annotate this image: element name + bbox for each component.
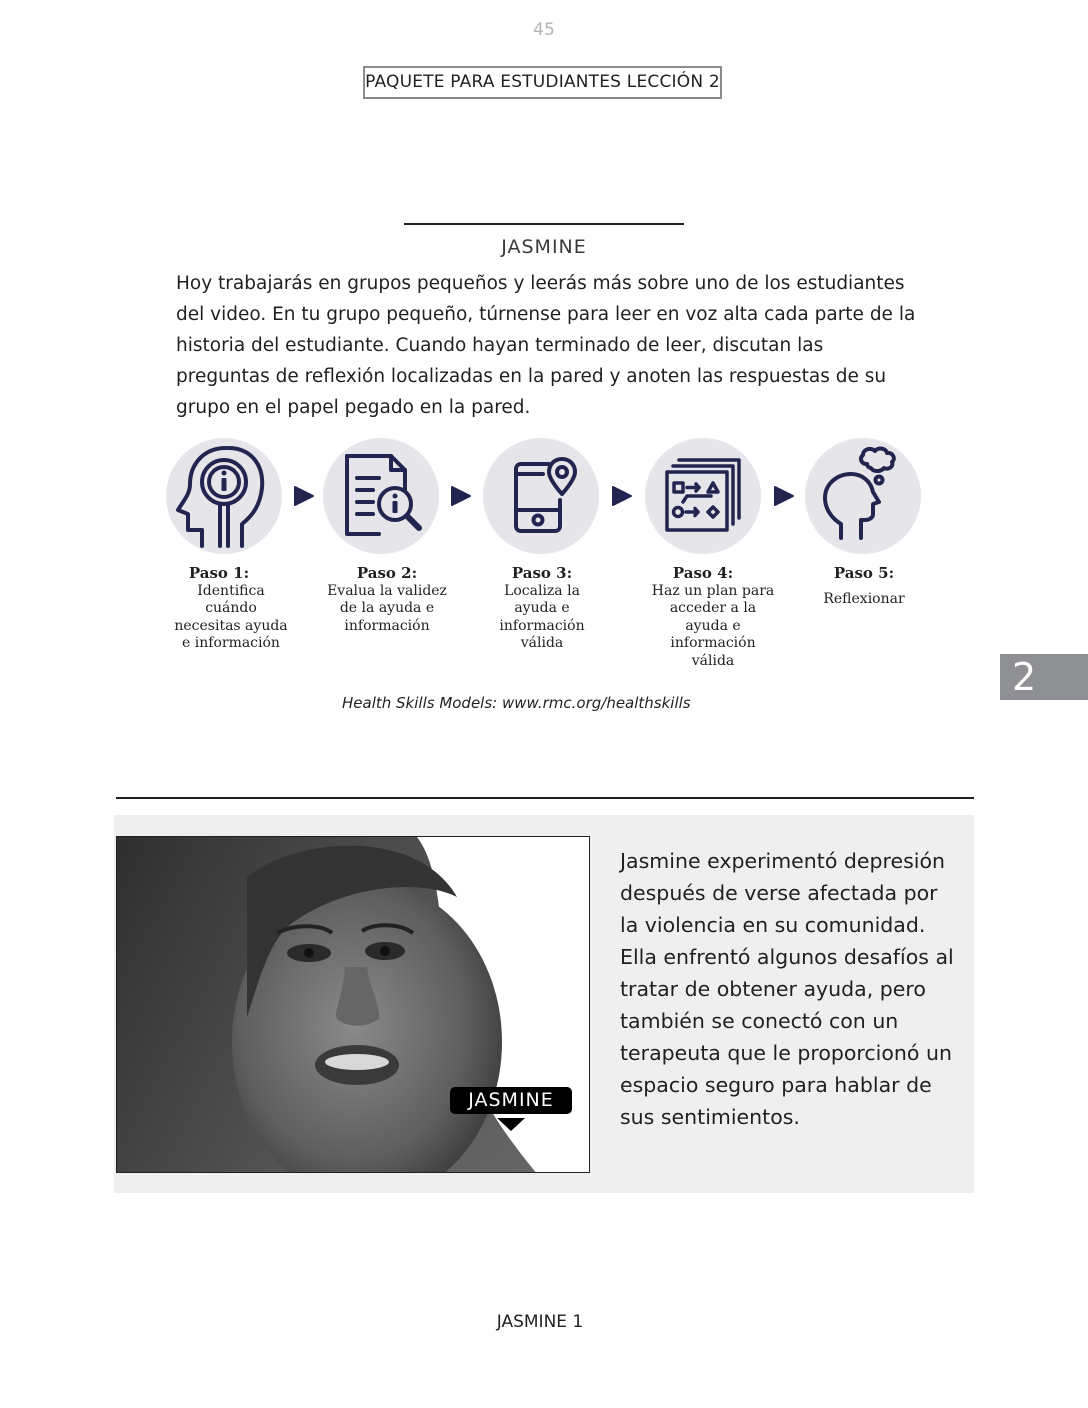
student-bio: Jasmine experimentó depresión después de verse afectada por la violencia en su comunidad. Ella enfrentó algunos desafíos al tratar de obtener ayuda, pero también se conectó con un terapeuta que le proporcionó un espacio seguro para hablar de sus sentimientos. [620, 849, 954, 1129]
title-rule [404, 223, 684, 225]
step-5-text: Reflexionar [823, 590, 905, 607]
document-magnifier-icon [323, 438, 439, 554]
step-5-circle [805, 438, 921, 554]
step-4-text: Haz un plan para acceder a la ayuda e información válida [651, 582, 775, 669]
step-2-text: Evalua la validez de la ayuda e información [327, 582, 447, 634]
arrow-right-icon [450, 485, 472, 507]
section-tab: 2 [1000, 654, 1088, 700]
arrow-right-icon [611, 485, 633, 507]
step-1-text: Identifica cuándo necesitas ayuda e información [174, 582, 288, 651]
step-3-circle [483, 438, 599, 554]
phone-location-pin-icon [483, 438, 599, 554]
step-5-title: Paso 5: [833, 564, 895, 582]
lesson-header: PAQUETE PARA ESTUDIANTES LECCIÓN 2 [363, 66, 722, 99]
step-2-label [317, 565, 457, 635]
head-thought-cloud-icon [805, 438, 921, 554]
step-1-label [149, 565, 289, 653]
step-4-label [633, 565, 773, 670]
source-citation: Health Skills Models: www.rmc.org/healthskills [342, 694, 691, 712]
step-2-circle [323, 438, 439, 554]
page-footer: JASMINE 1 [496, 1312, 584, 1332]
step-2-title: Paso 2: [356, 564, 418, 582]
name-tag-pointer [497, 1118, 525, 1131]
step-4-circle [645, 438, 761, 554]
page-number: 45 [533, 20, 555, 40]
intro-paragraph: Hoy trabajarás en grupos pequeños y leerás más sobre uno de los estudiantes del video. En tu grupo pequeño, túrnense para leer en voz alta cada parte de la historia del estudiante. Cuando hayan terminado de leer, discutan las preguntas de reflexión localizadas en la pared y anoten las respuestas de su grupo en el papel pegado en la pared. [176, 273, 916, 418]
step-3-label [472, 565, 612, 653]
step-4-title: Paso 4: [672, 564, 734, 582]
step-3-title: Paso 3: [511, 564, 573, 582]
step-3-text: Localiza la ayuda e información válida [499, 582, 585, 651]
arrow-right-icon [293, 485, 315, 507]
step-5-label [794, 565, 934, 608]
step-1-circle [166, 438, 282, 554]
arrow-right-icon [773, 485, 795, 507]
name-tag: JASMINE [450, 1087, 572, 1114]
head-info-magnifier-icon [166, 438, 282, 554]
plan-cards-icon [645, 438, 761, 554]
section-title: JASMINE [501, 236, 587, 258]
section-divider [116, 797, 974, 799]
step-1-title: Paso 1: [188, 564, 250, 582]
